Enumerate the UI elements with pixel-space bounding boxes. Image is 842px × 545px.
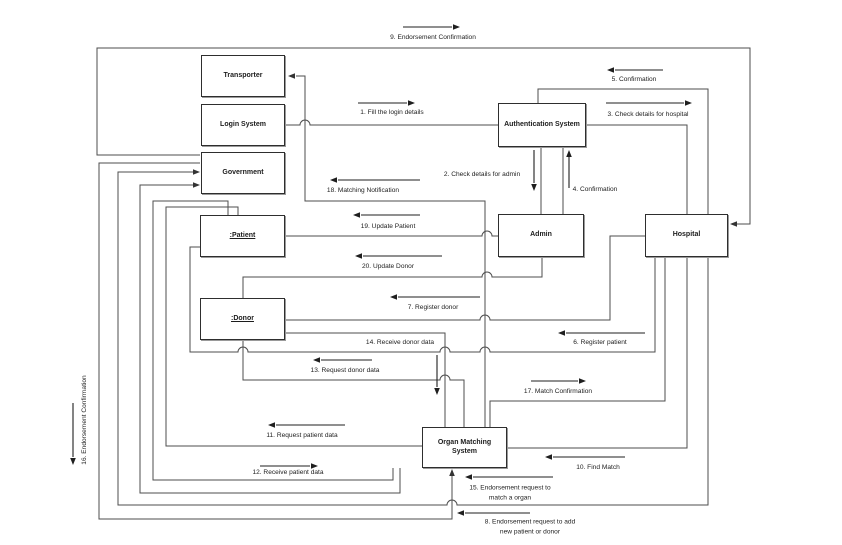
message-label-19: 19. Update Patient [360,223,416,231]
arrow-msg-7 [390,294,480,300]
link-login-auth [285,120,498,125]
arrowhead-into-oms [449,469,455,476]
node-authentication-system[interactable] [498,103,586,147]
link-auth-admin [541,147,563,214]
node-patient[interactable] [200,215,285,257]
message-label-12: 12. Receive patient data [252,469,324,477]
arrow-msg-15 [465,474,553,480]
message-label-6: 6. Register patient [573,339,627,347]
arrow-msg-14 [434,355,440,395]
arrow-msg-10 [545,454,625,460]
message-label-18: 18. Matching Notification [326,187,400,195]
message-label-8: 8. Endorsement request to add new patient or donor [484,518,576,535]
arrow-msg-5 [607,67,663,73]
arrowhead-into-transporter [288,73,295,79]
arrow-msg-13 [313,357,372,363]
arrow-msg-20 [355,253,442,259]
message-label-13: 13. Request donor data [310,367,380,375]
node-admin[interactable] [498,214,584,257]
node-label: Organ Matching System [437,438,492,455]
arrow-msg-8 [457,510,530,516]
message-label-2: 2. Check details for admin [443,171,521,179]
link-donor-oms-request [243,340,464,427]
arrowhead-into-government-2 [193,182,200,188]
node-donor[interactable] [200,298,285,340]
arrow-msg-9 [403,24,460,30]
arrow-msg-1 [358,100,415,106]
arrow-msg-18 [330,177,420,183]
node-hospital[interactable] [645,214,728,257]
message-label-17: 17. Match Confirmation [523,388,593,396]
message-label-11: 11. Request patient data [266,432,338,440]
arrow-msg-11 [268,422,345,428]
message-label-7: 7. Register donor [407,304,459,312]
node-label: :Patient [229,231,256,239]
message-label-16: 16. Endorsement Confirmation [81,375,89,465]
message-label-9: 9. Endorsement Confirmation [390,34,476,42]
node-label: Login System [220,120,266,128]
message-label-14: 14. Receive donor data [365,339,435,347]
arrow-msg-3 [606,100,692,106]
arrow-msg-19 [353,212,420,218]
message-label-3: 3. Check details for hospital [607,111,689,119]
message-label-1: 1. Fill the login details [360,109,424,117]
arrowhead-into-hospital [730,221,737,227]
node-label: Admin [530,231,552,239]
link-auth-hospital-check [586,125,687,214]
arrow-msg-2 [531,150,537,191]
node-organ-matching-system[interactable] [422,427,507,468]
message-label-15: 15. Endorsement request to match a organ [469,484,551,501]
message-label-10: 10. Find Match [576,464,620,472]
node-label: Government [222,168,264,176]
node-government[interactable] [201,152,285,194]
arrow-msg-17 [531,378,586,384]
message-label-20: 20. Update Donor [361,263,415,271]
node-label: Transporter [223,71,263,79]
message-label-5: 5. Confirmation [611,76,657,84]
node-label: :Donor [231,314,254,322]
arrow-msg-4 [566,150,572,188]
node-label: Authentication System [504,120,580,128]
arrow-msg-16 [70,403,76,465]
arrow-msg-6 [558,330,645,336]
node-login-system[interactable] [201,104,285,146]
arrowhead-into-government-1 [193,169,200,175]
node-label: Hospital [672,231,701,239]
message-label-4: 4. Confirmation [572,186,618,194]
link-hospital-donor-register [285,236,645,320]
node-transporter[interactable] [201,55,285,97]
